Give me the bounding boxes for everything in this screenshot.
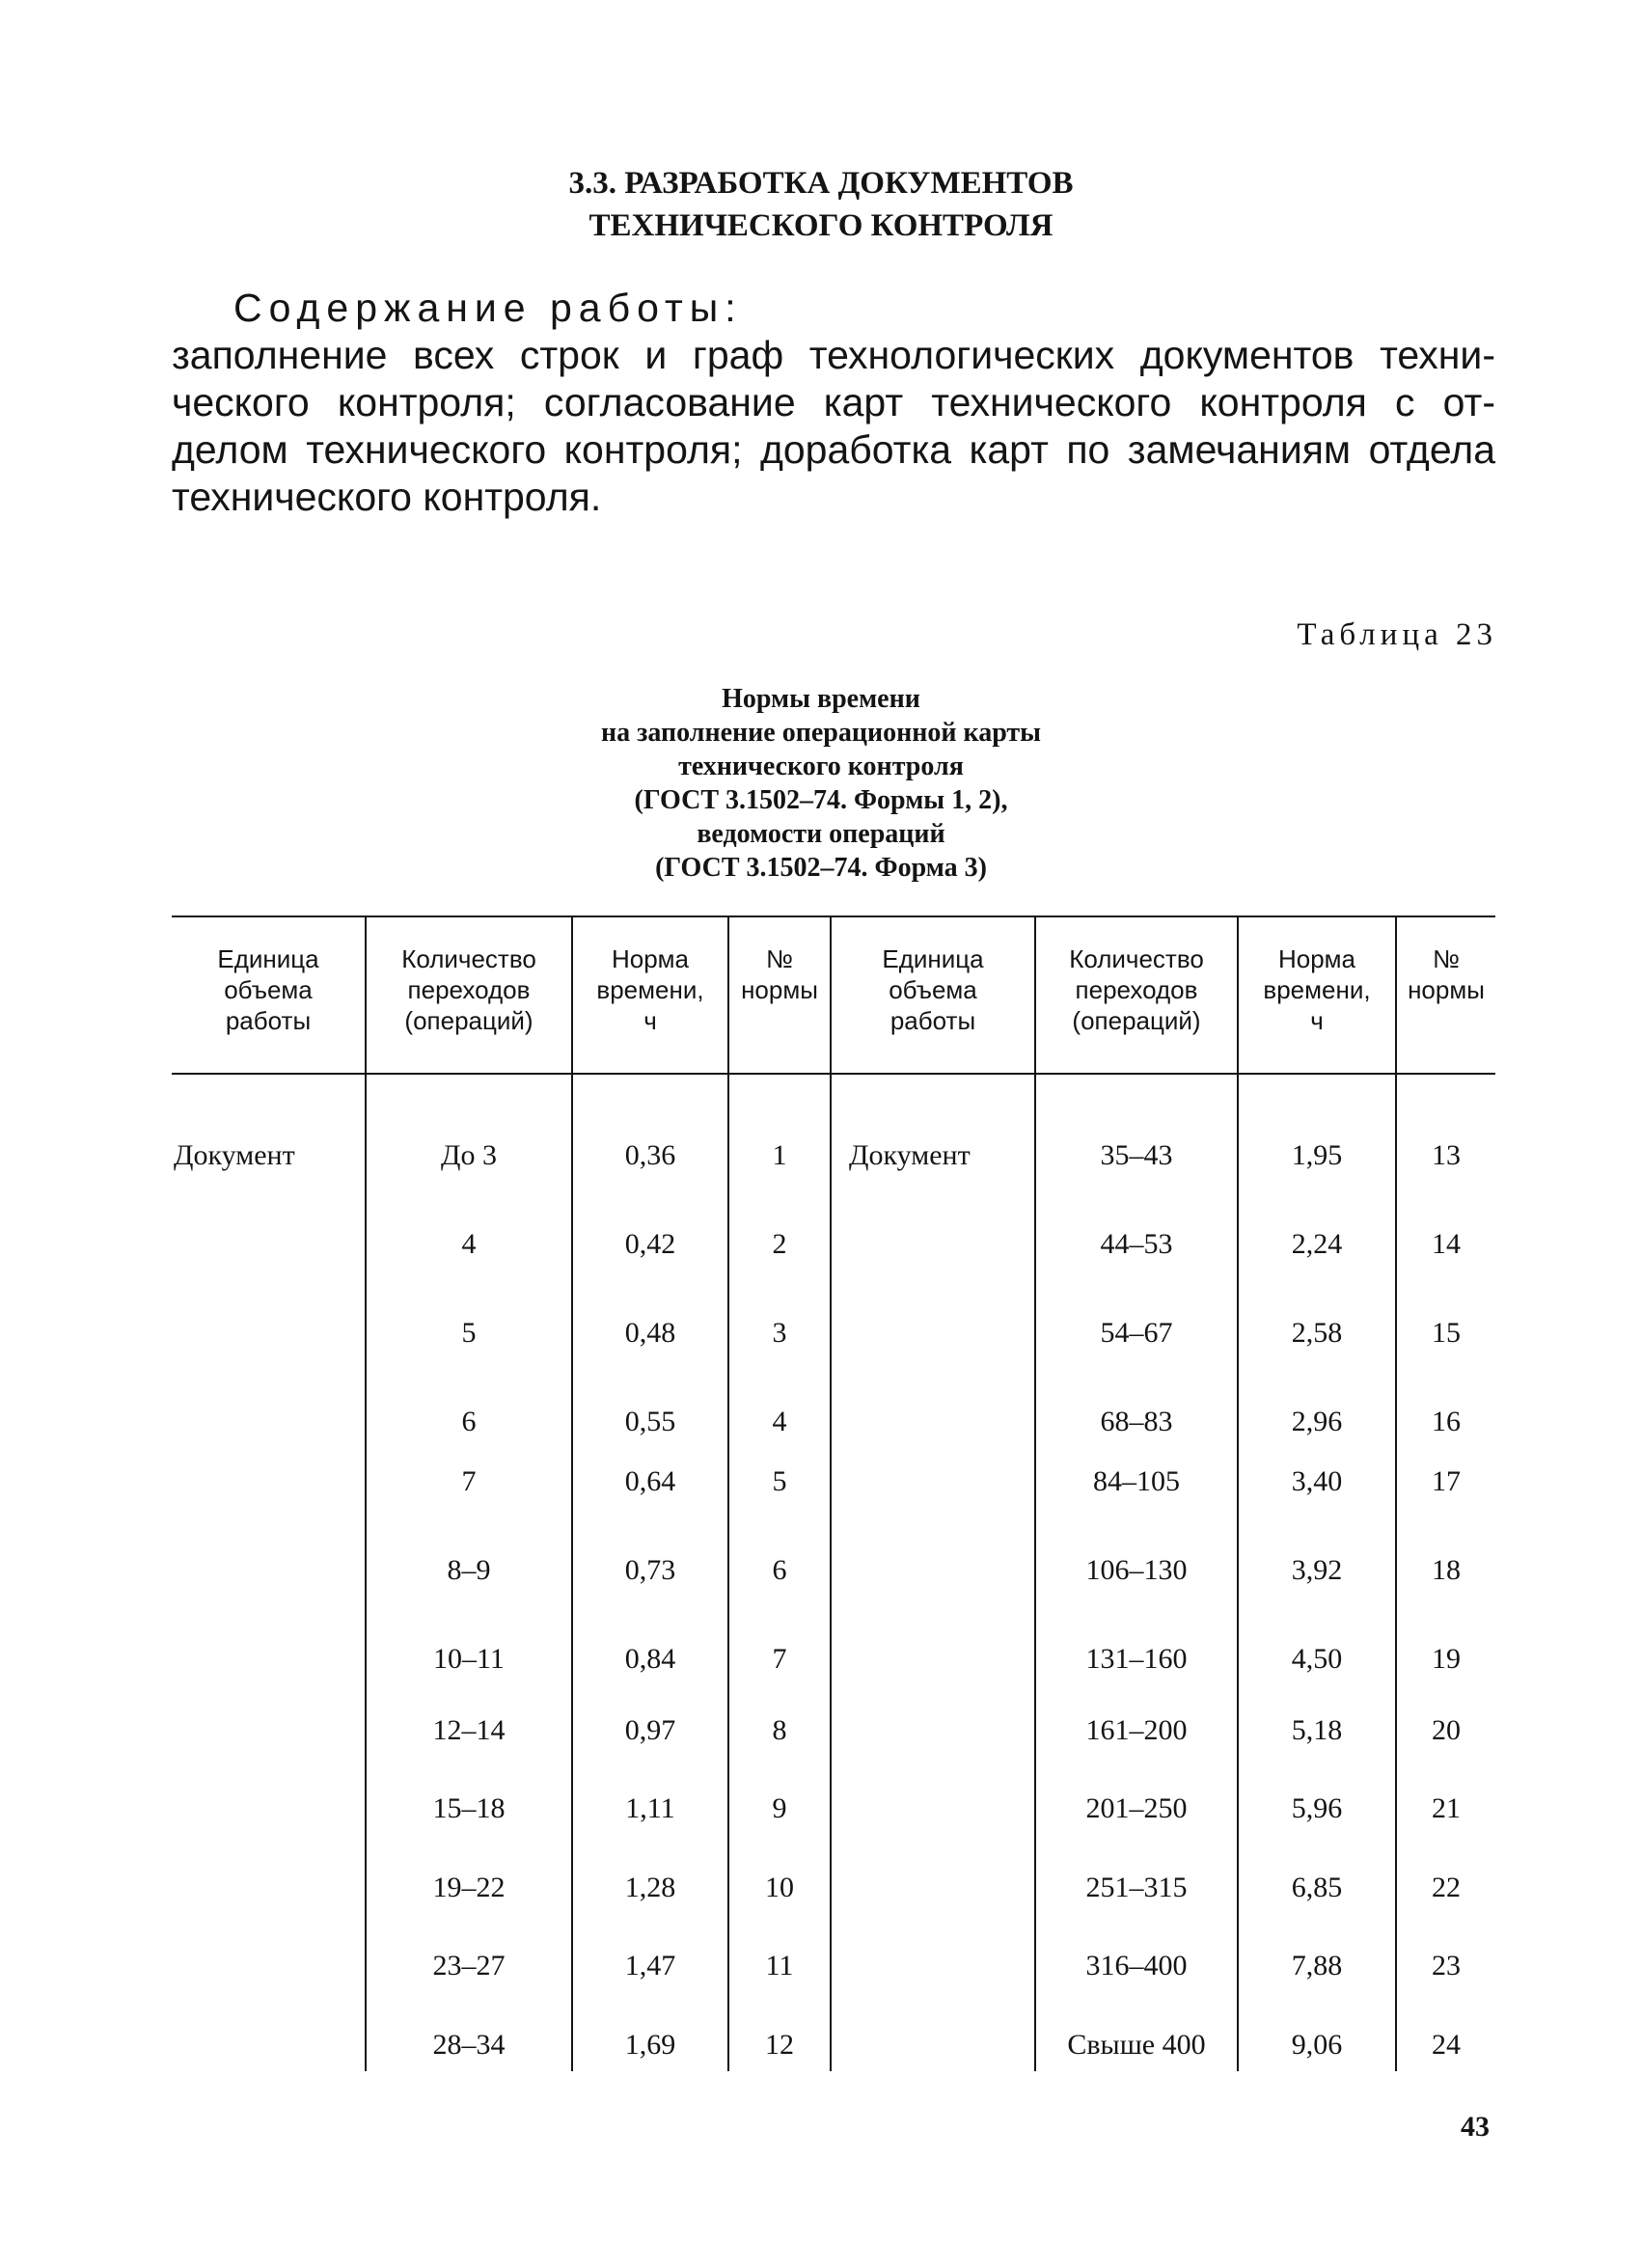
right-count-cell: 106–130 — [1085, 1554, 1188, 1586]
right-time-cell: 7,88 — [1291, 1950, 1343, 1981]
unit-label-left: Документ — [174, 1139, 295, 1171]
right-no-cell: 23 — [1432, 1950, 1461, 1981]
right-time-cell: 5,18 — [1291, 1714, 1343, 1746]
right-time-cell: 6,85 — [1291, 1872, 1343, 1903]
left-count-cell: 6 — [461, 1406, 477, 1437]
left-count-cell: 23–27 — [432, 1950, 506, 1981]
content-line: технического контроля. — [172, 475, 602, 519]
left-time-cell: 0,64 — [624, 1465, 676, 1497]
left-no-cell: 9 — [772, 1792, 787, 1824]
right-time-cell: 2,24 — [1291, 1228, 1343, 1260]
caption-line: (ГОСТ 3.1502–74. Формы 1, 2), — [634, 785, 1008, 815]
left-count-cell: 15–18 — [432, 1792, 506, 1824]
left-count-cell: 7 — [461, 1465, 477, 1497]
left-time-cell: 0,55 — [624, 1406, 676, 1437]
right-time-cell: 9,06 — [1291, 2029, 1343, 2061]
right-time-cell: 2,58 — [1291, 1317, 1343, 1349]
right-count-cell: 316–400 — [1085, 1950, 1188, 1981]
header-count-left: Количество переходов (операций) — [401, 944, 536, 1035]
header-unit-left: Единица объема работы — [217, 944, 319, 1035]
right-no-cell: 18 — [1432, 1554, 1461, 1586]
content-label: Содержание работы: — [233, 286, 743, 330]
section-title-line-2: ТЕХНИЧЕСКОГО КОНТРОЛЯ — [588, 208, 1054, 243]
content-line: заполнение всех строк и граф технологических документов техни- — [172, 333, 1495, 377]
right-time-cell: 3,40 — [1291, 1465, 1343, 1497]
left-count-cell: 12–14 — [432, 1714, 506, 1746]
left-time-cell: 1,47 — [624, 1950, 676, 1981]
left-time-cell: 0,73 — [624, 1554, 676, 1586]
header-unit-right: Единица объема работы — [882, 944, 984, 1035]
caption-line: ведомости операций — [697, 819, 945, 849]
right-time-cell: 4,50 — [1291, 1643, 1343, 1675]
table-number: Таблица 23 — [1297, 617, 1497, 652]
left-no-cell: 5 — [772, 1465, 787, 1497]
content-line: ческого контроля; согласование карт технического контроля с от- — [172, 380, 1495, 424]
right-count-cell: 68–83 — [1100, 1406, 1173, 1437]
left-count-cell: До 3 — [441, 1139, 497, 1171]
right-count-cell: 54–67 — [1100, 1317, 1173, 1349]
left-time-cell: 0,48 — [624, 1317, 676, 1349]
left-count-cell: 8–9 — [447, 1554, 491, 1586]
left-no-cell: 10 — [765, 1872, 794, 1903]
table-top-rule — [172, 915, 1495, 917]
left-count-cell: 4 — [461, 1228, 477, 1260]
caption-line: Нормы времени — [722, 684, 920, 714]
left-time-cell: 1,69 — [624, 2029, 676, 2061]
right-no-cell: 19 — [1432, 1643, 1461, 1675]
left-time-cell: 0,42 — [624, 1228, 676, 1260]
header-count-right: Количество переходов (операций) — [1069, 944, 1204, 1035]
left-no-cell: 2 — [772, 1228, 787, 1260]
left-no-cell: 3 — [772, 1317, 787, 1349]
right-no-cell: 14 — [1432, 1228, 1461, 1260]
unit-label-right: Документ — [849, 1139, 971, 1171]
right-count-cell: 251–315 — [1085, 1872, 1188, 1903]
right-count-cell: 84–105 — [1093, 1465, 1180, 1497]
caption-line: на заполнение операционной карты — [600, 718, 1042, 748]
left-time-cell: 0,97 — [624, 1714, 676, 1746]
right-count-cell: 201–250 — [1085, 1792, 1188, 1824]
left-time-cell: 1,28 — [624, 1872, 676, 1903]
left-no-cell: 4 — [772, 1406, 787, 1437]
right-time-cell: 3,92 — [1291, 1554, 1343, 1586]
right-count-cell: 161–200 — [1085, 1714, 1188, 1746]
section-title — [0, 162, 1642, 247]
right-no-cell: 17 — [1432, 1465, 1461, 1497]
right-time-cell: 1,95 — [1291, 1139, 1343, 1171]
section-title-line-1: 3.3. РАЗРАБОТКА ДОКУМЕНТОВ — [568, 166, 1074, 201]
left-count-cell: 10–11 — [433, 1643, 505, 1675]
left-no-cell: 8 — [772, 1714, 787, 1746]
right-time-cell: 2,96 — [1291, 1406, 1343, 1437]
header-norm-left: № нормы — [741, 944, 818, 1004]
right-count-cell: 35–43 — [1100, 1139, 1173, 1171]
right-no-cell: 16 — [1432, 1406, 1461, 1437]
left-count-cell: 19–22 — [432, 1872, 506, 1903]
left-time-cell: 0,36 — [624, 1139, 676, 1171]
table-caption — [0, 682, 1642, 885]
right-no-cell: 15 — [1432, 1317, 1461, 1349]
caption-line: (ГОСТ 3.1502–74. Форма 3) — [655, 853, 987, 883]
right-no-cell: 20 — [1432, 1714, 1461, 1746]
table-header-rule — [172, 1073, 1495, 1075]
caption-line: технического контроля — [678, 751, 964, 781]
header-time-right: Норма времени, ч — [1263, 944, 1371, 1035]
table-column-rule — [830, 917, 832, 2071]
right-no-cell: 24 — [1432, 2029, 1461, 2061]
left-no-cell: 7 — [772, 1643, 787, 1675]
left-no-cell: 6 — [772, 1554, 787, 1586]
right-count-cell: Свыше 400 — [1067, 2029, 1206, 2061]
content-line: делом технического контроля; доработка карт по замечаниям отдела — [172, 427, 1495, 472]
left-count-cell: 28–34 — [432, 2029, 506, 2061]
right-count-cell: 44–53 — [1100, 1228, 1173, 1260]
page-number: 43 — [1461, 2111, 1490, 2143]
left-no-cell: 1 — [772, 1139, 787, 1171]
left-count-cell: 5 — [461, 1317, 477, 1349]
right-no-cell: 21 — [1432, 1792, 1461, 1824]
content-text — [172, 332, 1495, 521]
left-time-cell: 0,84 — [624, 1643, 676, 1675]
left-no-cell: 12 — [765, 2029, 794, 2061]
left-no-cell: 11 — [765, 1950, 794, 1981]
right-no-cell: 22 — [1432, 1872, 1461, 1903]
right-count-cell: 131–160 — [1085, 1643, 1188, 1675]
left-time-cell: 1,11 — [625, 1792, 675, 1824]
right-no-cell: 13 — [1432, 1139, 1461, 1171]
right-time-cell: 5,96 — [1291, 1792, 1343, 1824]
header-time-left: Норма времени, ч — [596, 944, 704, 1035]
header-norm-right: № нормы — [1408, 944, 1485, 1004]
